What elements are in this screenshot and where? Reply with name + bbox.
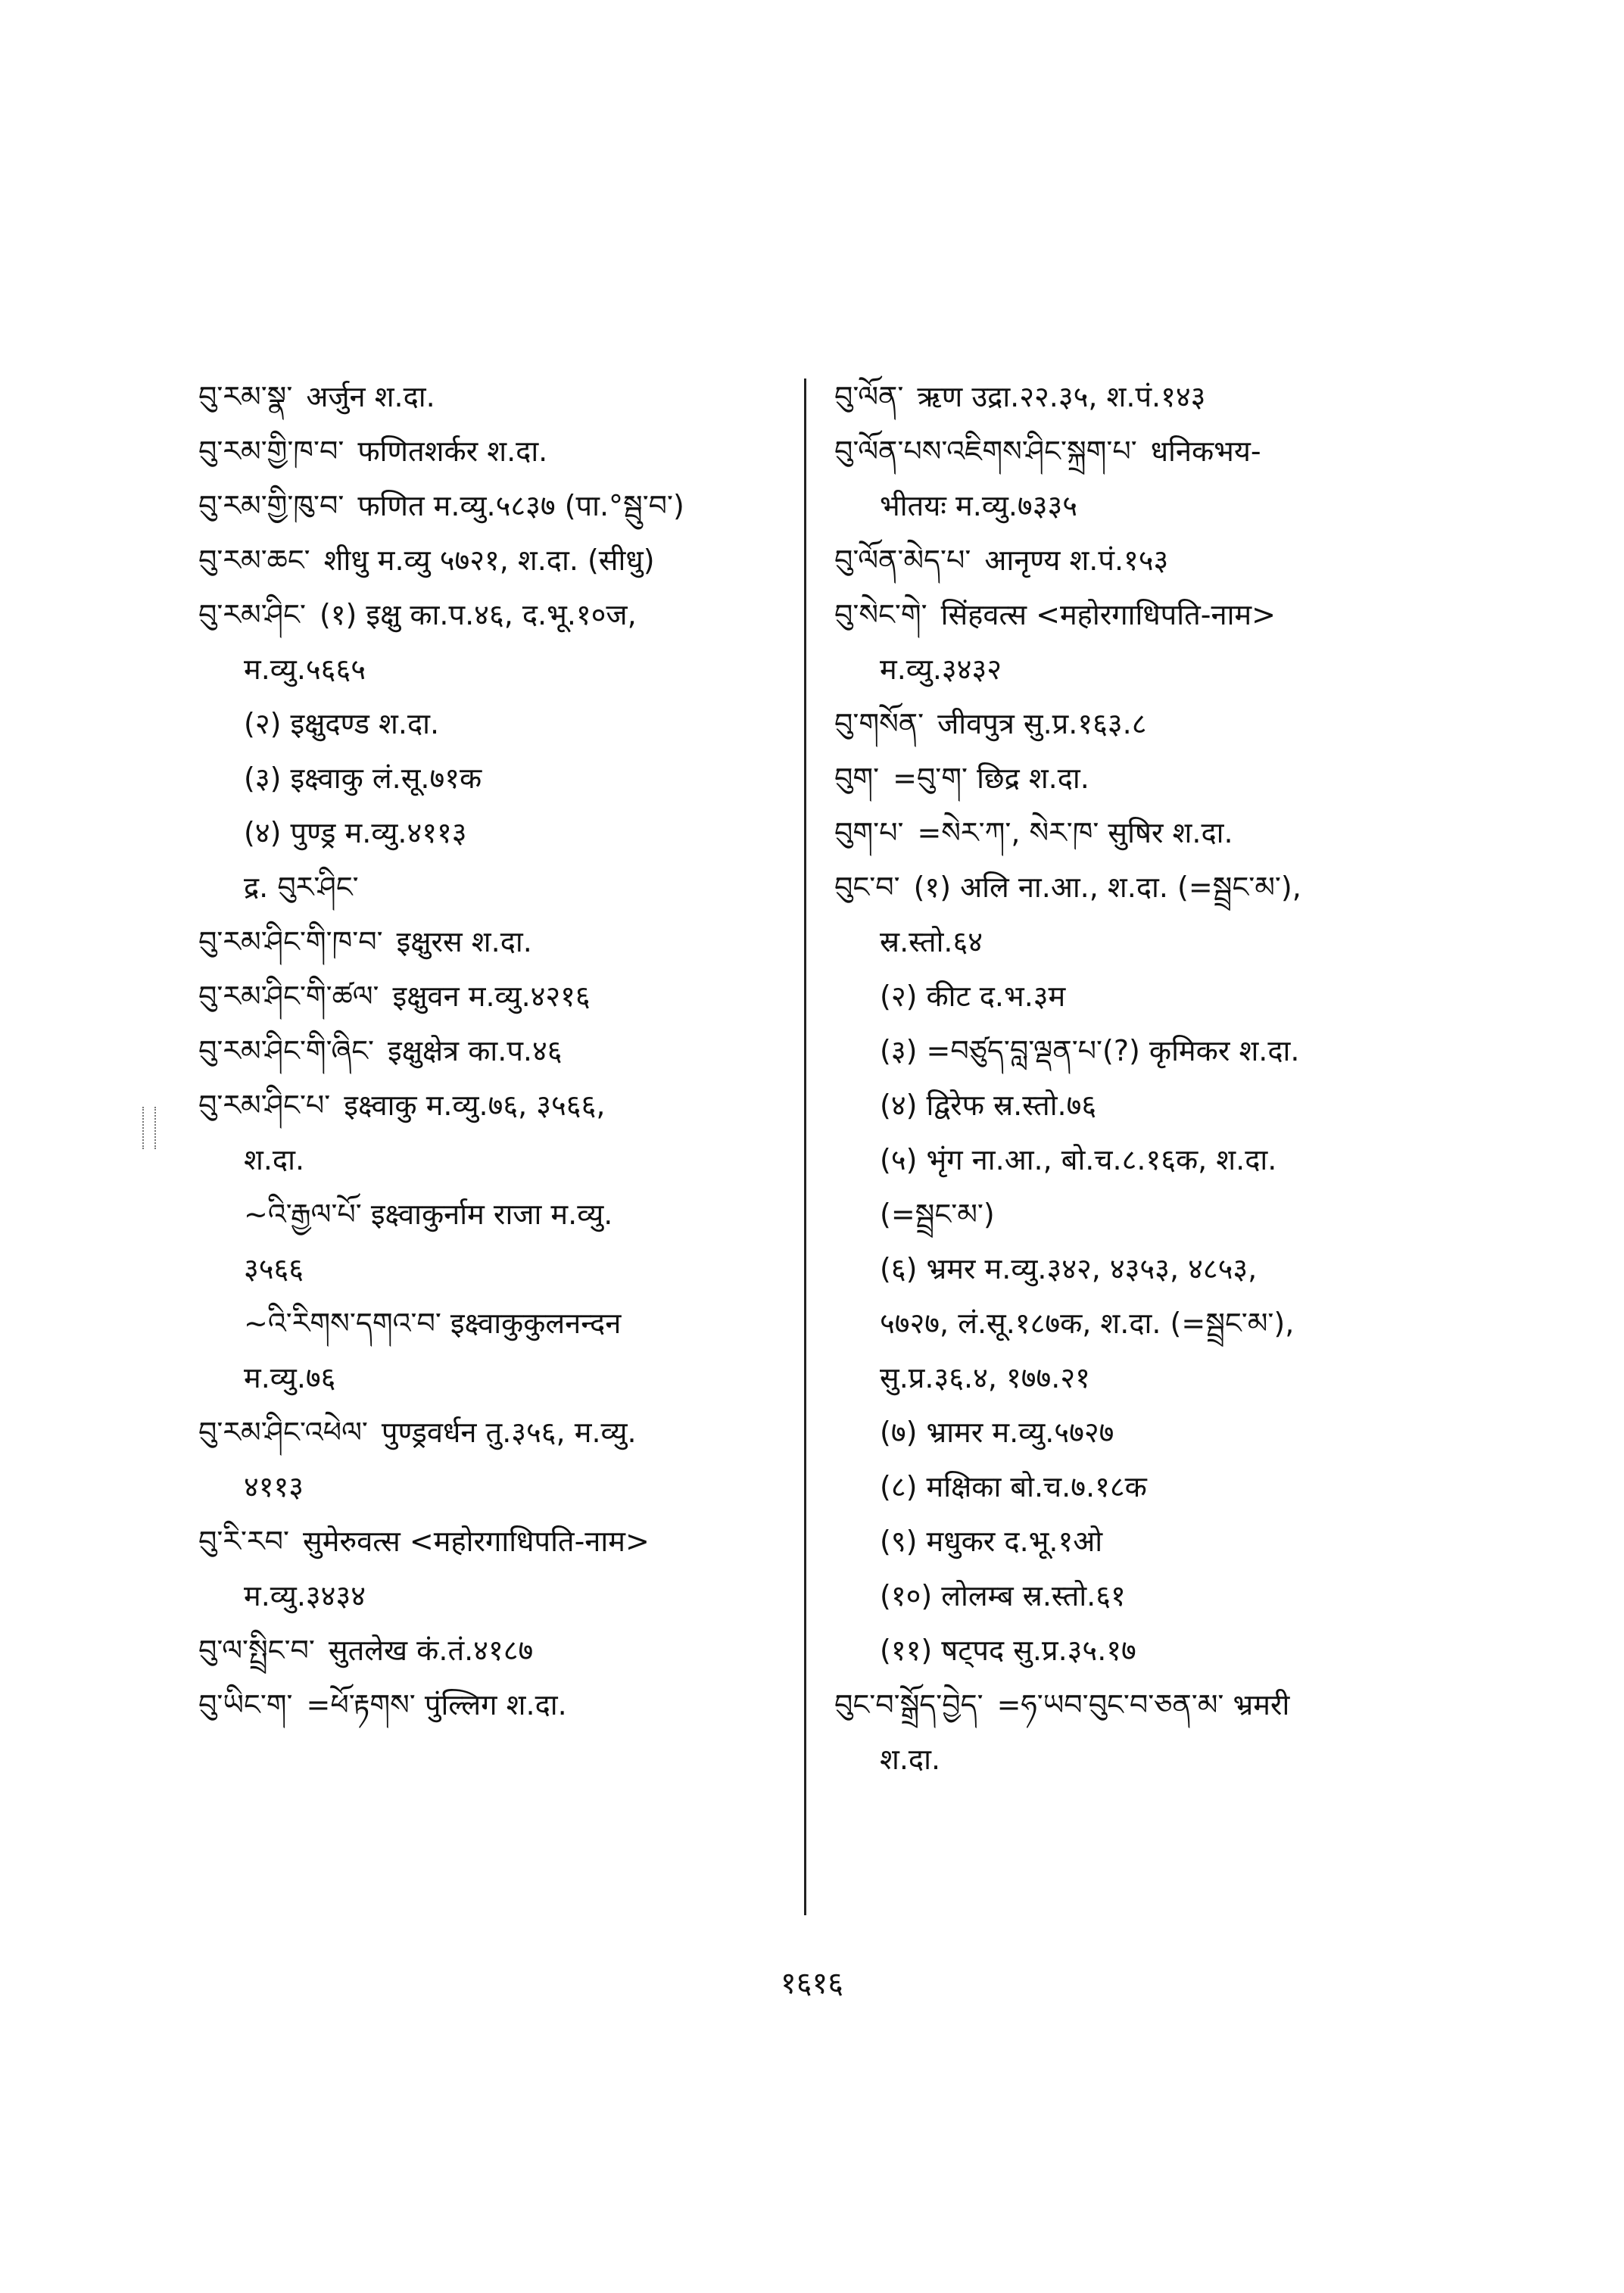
sense-line	[834, 1514, 1440, 1569]
entry-continuation	[834, 478, 1440, 533]
headword: བུང་བ་སྒྲོད་བྱེད་	[834, 1688, 983, 1721]
entry-continuation	[198, 1460, 804, 1514]
definition: (९) मधुकर द.भू.१ओ	[880, 1525, 1103, 1558]
entry-continuation	[198, 1351, 804, 1405]
entry	[198, 1514, 804, 1569]
entry	[198, 369, 804, 424]
headword: བུ་རམ་ཤིང་	[198, 598, 306, 631]
definition: पुण्ड्रवर्धन तु.३५६, म.व्यु.	[381, 1416, 637, 1449]
right-column	[834, 369, 1440, 1787]
definition: भीतयः म.व्यु.७३३५	[880, 489, 1077, 522]
headword: བུ་རི་རབ་	[198, 1525, 290, 1558]
sub-entry	[198, 1187, 804, 1242]
definition: म.व्यु.७६	[244, 1361, 336, 1394]
definition: स्र.स्तो.६४	[880, 925, 983, 958]
page-number: १६१६	[780, 1966, 844, 2001]
headword: བུག་པ་	[834, 816, 904, 849]
headword: བུ་ལོན་མེད་པ་	[834, 544, 971, 577]
entry	[198, 914, 804, 969]
definition: ~འི་རིགས་དགའ་བ་ इक्ष्वाकुकुलनन्दन	[244, 1307, 622, 1340]
headword: བུ་ལོན་པས་འཇིགས་ཤིང་སྐྲག་པ་	[834, 435, 1137, 468]
definition: सिंहवत्स <महोरगाधिपति-नाम>	[940, 598, 1276, 631]
sense-line	[834, 1078, 1440, 1132]
definition: म.व्यु.३४३२	[880, 653, 1002, 686]
definition: इक्षुक्षेत्र का.प.४६	[388, 1034, 563, 1067]
definition: इक्षुरस श.दा.	[396, 925, 532, 958]
definition: (२) कीट द.भ.३म	[880, 980, 1066, 1013]
headword: བུ་རམ་ཤིང་གི་ཚལ་	[198, 980, 379, 1013]
headword: བུ་རམ་གྱི་ཁ་བ་	[198, 435, 344, 468]
definition: श.दा.	[244, 1143, 305, 1176]
headword: བུ་རམ་གྱི་ཁུ་བ་	[198, 489, 344, 522]
sense-line	[834, 1460, 1440, 1514]
entry	[198, 478, 804, 533]
sense-line	[834, 1132, 1440, 1187]
entry	[198, 587, 804, 642]
entry	[198, 1023, 804, 1078]
headword: བུ་རམ་ཤིང་གི་ཞིང་	[198, 1034, 375, 1067]
entry	[834, 805, 1440, 860]
definition: =བུ་ག་ छिद्र श.दा.	[893, 762, 1089, 795]
headword: བུང་བ་	[834, 871, 900, 904]
entry	[198, 1078, 804, 1132]
entry	[834, 696, 1440, 751]
entry	[198, 969, 804, 1023]
definition: इक्ष्वाकु म.व्यु.७६, ३५६६,	[344, 1089, 606, 1122]
headword: བུ་སེང་གེ་	[834, 598, 927, 631]
definition: (४) पुण्ड्र म.व्यु.४११३	[244, 816, 467, 849]
headword: བུག་	[834, 762, 880, 795]
sub-entry	[198, 1296, 804, 1351]
definition: (१) अलि ना.आ., श.दा. (=སྦྲང་མ་),	[913, 871, 1301, 904]
definition: ३५६६	[244, 1252, 304, 1285]
headword: བུ་རམ་ཤིང་གི་ཁ་བ་	[198, 925, 383, 958]
definition: (५) भृंग ना.आ., बो.च.८.१६क, श.दा.	[880, 1143, 1277, 1176]
entry-continuation	[834, 1296, 1440, 1351]
entry	[834, 369, 1440, 424]
definition: ४११३	[244, 1470, 304, 1503]
entry	[198, 1623, 804, 1678]
headword: བུ་རམ་ཆང་	[198, 544, 310, 577]
definition: =ཕོ་རྟགས་ पुंल्लिग श.दा.	[306, 1688, 567, 1721]
entry	[834, 1678, 1440, 1732]
entry	[198, 533, 804, 587]
entry-continuation	[198, 1569, 804, 1623]
definition: (=སྦྲང་མ་)	[880, 1198, 995, 1231]
sense-line	[834, 1623, 1440, 1678]
definition: ~འི་རྒྱལ་པོ་ इक्ष्वाकुर्नाम राजा म.व्यु.	[244, 1198, 613, 1231]
entry	[198, 1678, 804, 1732]
entry	[834, 533, 1440, 587]
definition: (३) इक्ष्वाकु लं.सू.७१क	[244, 762, 482, 795]
definition: म.व्यु.३४३४	[244, 1579, 366, 1612]
entry-continuation	[198, 1242, 804, 1296]
sense-line	[198, 805, 804, 860]
definition: (१०) लोलम्ब स्र.स्तो.६१	[880, 1579, 1126, 1612]
definition: ५७२७, लं.सू.१८७क, श.दा. (=སྦྲང་མ་),	[880, 1307, 1295, 1340]
definition: फणितशर्कर श.दा.	[357, 435, 548, 468]
entry-continuation	[834, 914, 1440, 969]
definition: आनृण्य श.पं.१५३	[984, 544, 1169, 577]
sense-line	[834, 1242, 1440, 1296]
definition: (४) द्विरेफ स्र.स्तो.७६	[880, 1089, 1097, 1122]
definition: शीधु म.व्यु ५७२१, श.दा. (सीधु)	[323, 544, 655, 577]
column-divider	[804, 379, 806, 1915]
definition: =སེར་ཀ་, སེར་ཁ་ सुषिर श.दा.	[917, 816, 1233, 849]
entry-continuation	[198, 642, 804, 696]
sense-line	[834, 1023, 1440, 1078]
entry	[834, 860, 1440, 914]
definition: जीवपुत्र सु.प्र.१६३.८	[937, 707, 1147, 740]
entry-continuation	[834, 1187, 1440, 1242]
definition: (३) =བཙུད་བླ་ལྡན་པ་(?) कृमिकर श.दा.	[880, 1034, 1300, 1067]
sense-line	[834, 969, 1440, 1023]
definition: द्र. བུར་ཤིང་	[244, 871, 359, 904]
entry	[198, 424, 804, 478]
definition: =ཧ་ཡབ་བུང་བ་ཅན་མ་ भ्रमरी	[996, 1688, 1290, 1721]
definition: सुमेरुवत्स <महोरगाधिपति-नाम>	[303, 1525, 650, 1558]
definition: (७) भ्रामर म.व्यु.५७२७	[880, 1416, 1114, 1449]
entry	[834, 751, 1440, 805]
definition: फणित म.व्यु.५८३७ (पा.°སྦུ་བ་)	[357, 489, 684, 522]
entry-continuation	[198, 1132, 804, 1187]
headword: བུ་རམ་ཤིང་འཕེལ་	[198, 1416, 368, 1449]
definition: सु.प्र.३६.४, १७७.२१	[880, 1361, 1090, 1394]
definition: (११) षट्पद सु.प्र.३५.१७	[880, 1634, 1136, 1667]
definition: (८) मक्षिका बो.च.७.१८क	[880, 1470, 1147, 1503]
definition: म.व्यु.५६६५	[244, 653, 366, 686]
definition: अर्जुन श.दा.	[306, 380, 435, 413]
definition: (१) इक्षु का.प.४६, द.भू.१०ज,	[319, 598, 637, 631]
headword: བུ་ཡིང་ག་	[198, 1688, 293, 1721]
scan-edge-mark	[142, 1107, 156, 1149]
headword: བུ་གསོན་	[834, 707, 924, 740]
entry	[834, 587, 1440, 642]
entry	[834, 424, 1440, 478]
definition: श.दा.	[880, 1743, 941, 1776]
definition: सुतलेख कं.तं.४१८७	[328, 1634, 534, 1667]
sense-line	[834, 1569, 1440, 1623]
headword: བུ་རམ་སྣ་	[198, 380, 293, 413]
definition: धनिकभय-	[1150, 435, 1261, 468]
definition: ऋण उद्रा.२२.३५, श.पं.१४३	[917, 380, 1206, 413]
headword: བུ་ལོན་	[834, 380, 904, 413]
sense-line	[198, 696, 804, 751]
definition: (६) भ्रमर म.व्यु.३४२, ४३५३, ४८५३,	[880, 1252, 1258, 1285]
sense-line	[198, 751, 804, 805]
entry	[198, 1405, 804, 1460]
entry-continuation	[834, 642, 1440, 696]
definition: (२) इक्षुदण्ड श.दा.	[244, 707, 440, 740]
entry-continuation	[834, 1351, 1440, 1405]
left-column	[198, 369, 804, 1732]
sense-line	[834, 1405, 1440, 1460]
headword: བུ་རམ་ཤིང་པ་	[198, 1089, 331, 1122]
cross-reference	[198, 860, 804, 914]
headword: བུ་ལ་སྤྲིང་བ་	[198, 1634, 315, 1667]
definition: इक्षुवन म.व्यु.४२१६	[392, 980, 591, 1013]
entry-continuation	[834, 1732, 1440, 1787]
